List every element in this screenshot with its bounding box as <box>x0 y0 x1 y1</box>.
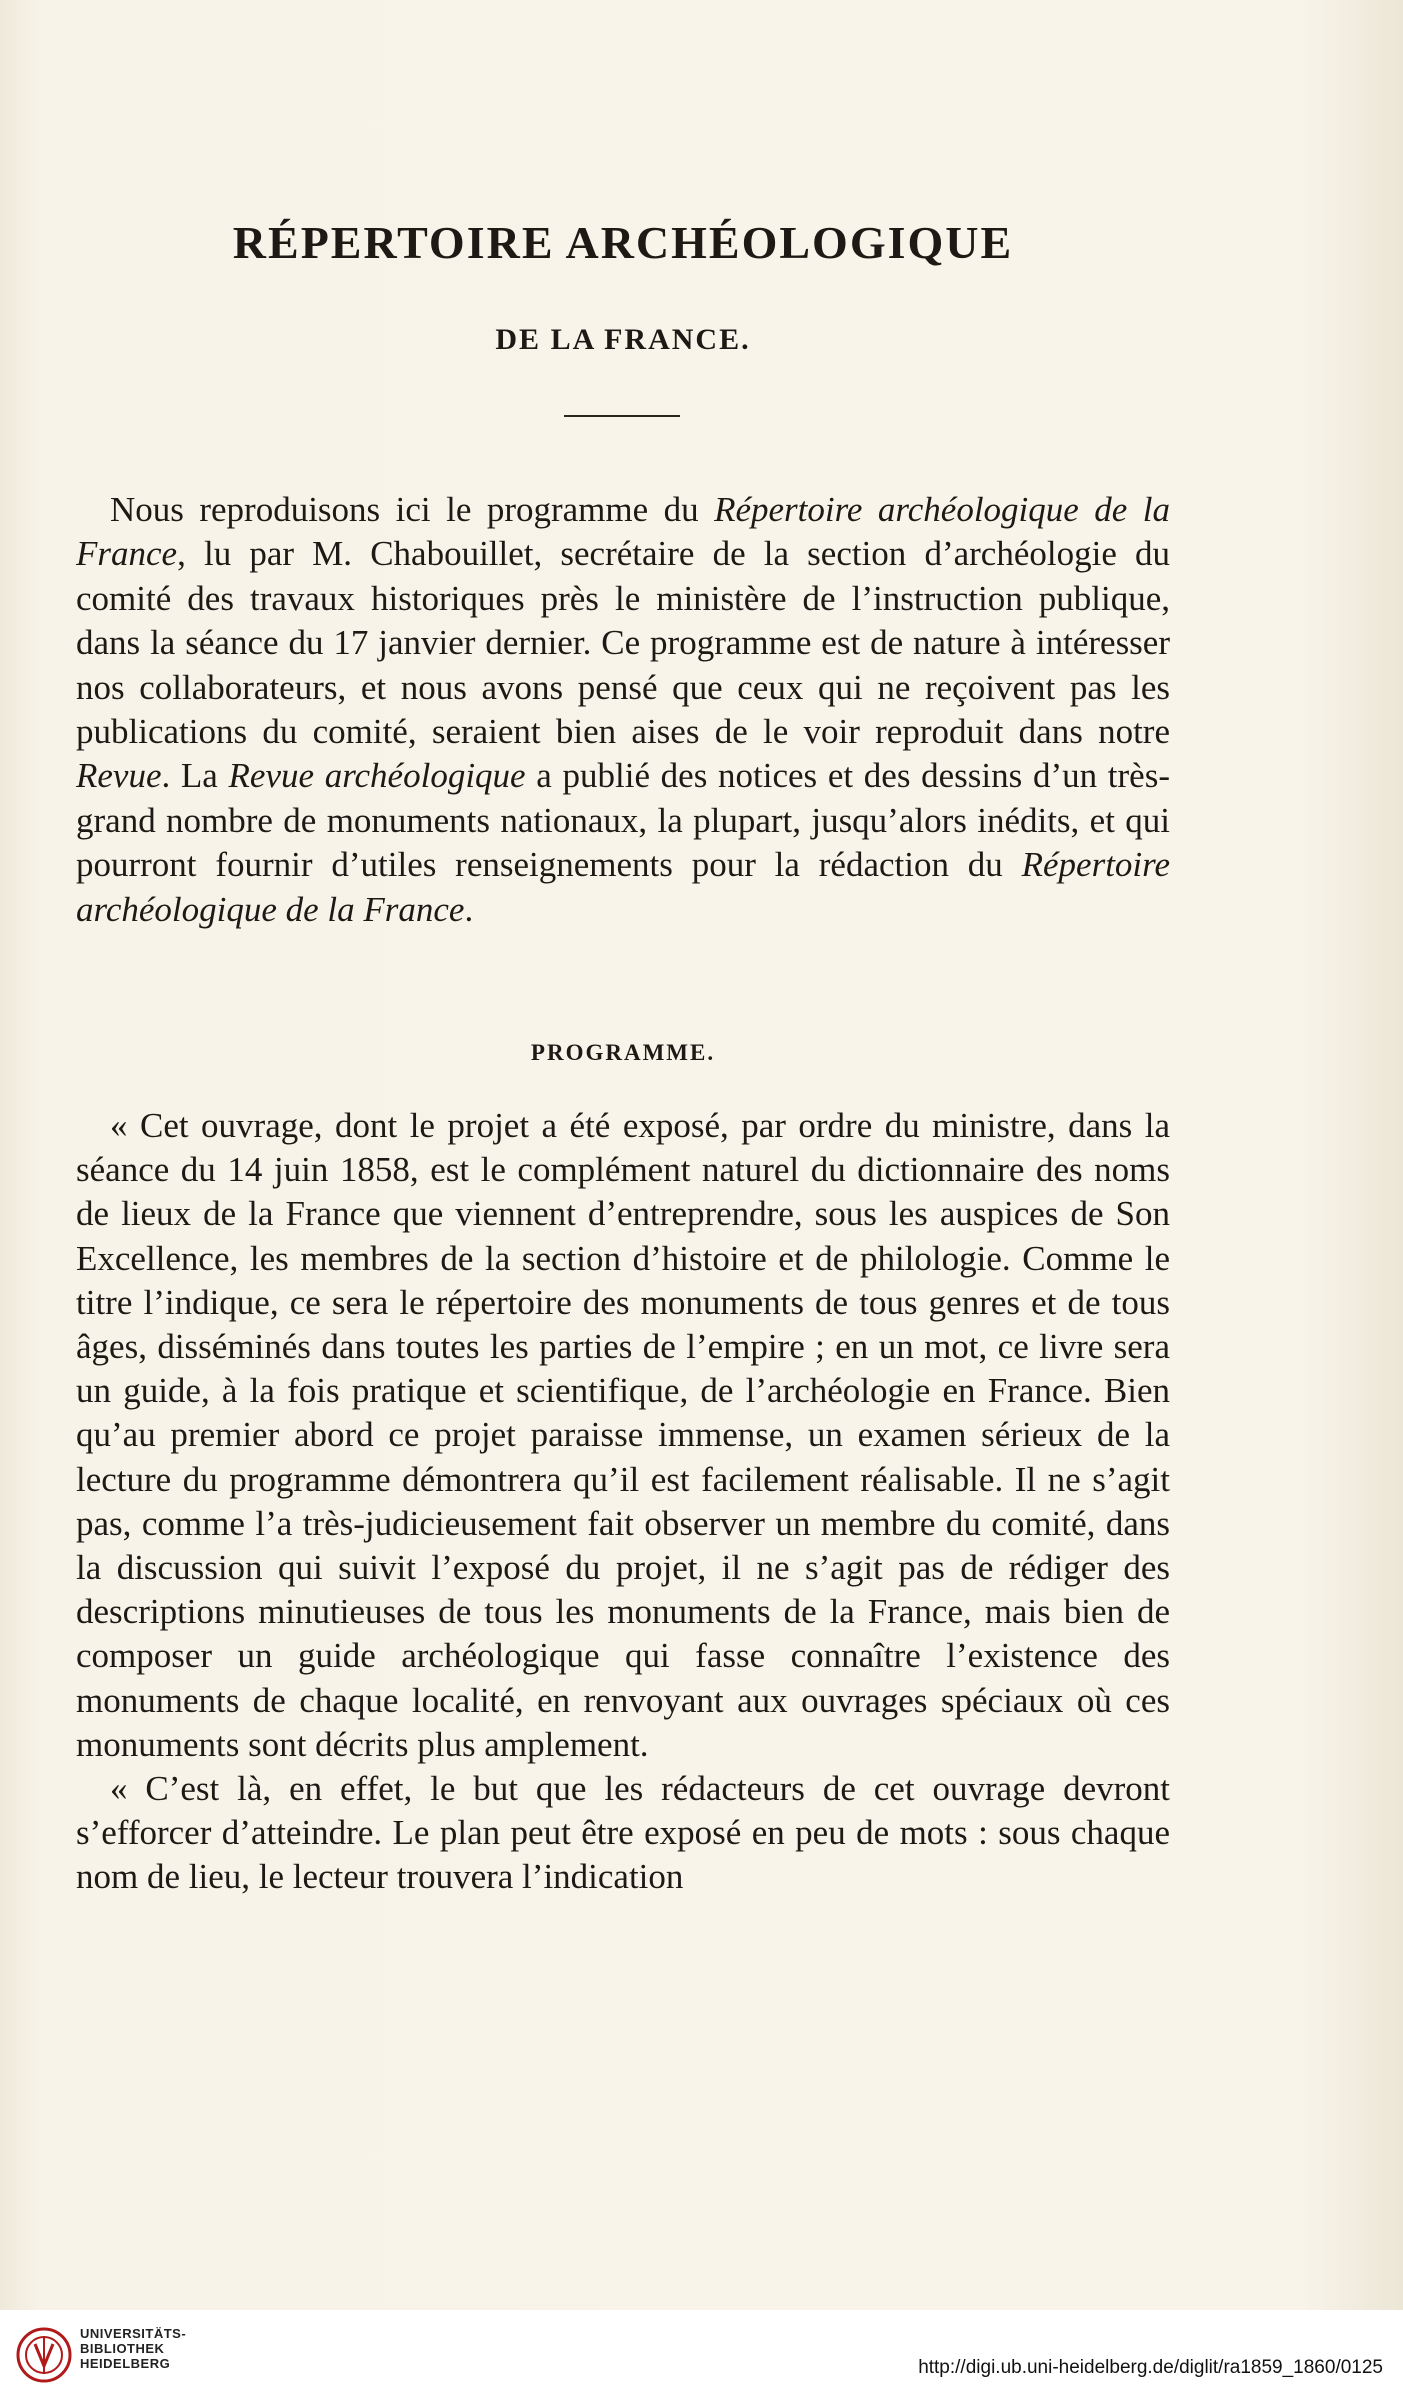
intro-text-5: . <box>464 889 474 929</box>
intro-italic-2: Revue <box>76 756 162 796</box>
intro-italic-1: Répertoire archéologique de la France <box>76 490 1171 574</box>
intro-italic-4: Répertoire archéologique de la France <box>76 845 1170 929</box>
logo-line: HEIDELBERG <box>80 2356 171 2371</box>
library-seal-icon <box>15 2318 73 2392</box>
page-title: RÉPERTOIRE ARCHÉOLOGIQUE <box>232 217 1014 268</box>
intro-text-1: Nous reproduisons ici le programme du <box>110 490 715 529</box>
programme-paragraph-2: « C’est là, en effet, le but que les rédacteurs de cet ouvrage devront s’efforcer d’atteindre. Le plan peut être exposé en peu de mots : sous chaque nom de lieu, le lecteur trouvera l’indication <box>76 1769 1170 1897</box>
intro-text-3: . La <box>161 756 229 796</box>
library-logo-text <box>80 2326 186 2371</box>
intro-paragraph <box>76 488 1170 932</box>
intro-text-4: a publié des notices et des dessins d’un très-grand nombre de monuments nationaux, la plupart, jusqu’alors inédits, et qui pourront fournir d’utiles renseignements pour la rédaction du <box>76 756 1170 885</box>
section-heading: PROGRAMME. <box>530 1040 716 1065</box>
programme-paragraph-1: « Cet ouvrage, dont le projet a été exposé, par ordre du ministre, dans la séance du 14 juin 1858, est le complément naturel du dictionnaire des noms de lieux de la France que viennent d’entreprendre, sous les auspices de Son Excellence, les membres de la section d’histoire et de philologie. Comme le titre l’indique, ce sera le répertoire des monuments de tous genres et de tous âges, disséminés dans toutes les parties de l’empire ; en un mot, ce livre sera un guide, à la fois pratique et scientifique, de l’archéologie en France. Bien qu’au premier abord ce projet paraisse immense, un examen sérieux de la lecture du programme démontrera qu’il est facilement réalisable. Il ne s’agit pas, comme l’a très-judicieusement fait observer un membre du comité, dans la discussion qui suivit l’exposé du projet, il ne s’agit pas de rédiger des descriptions minutieuses de tous les monuments de la France, mais bien de composer un guide archéologique qui fasse connaître l’existence des monuments de chaque localité, en renvoyant aux ouvrages spéciaux où ces monuments sont décrits plus amplement. <box>76 1106 1170 1764</box>
intro-italic-3: Revue archéologique <box>228 756 526 796</box>
logo-line: BIBLIOTHEK <box>80 2341 165 2356</box>
logo-line: UNIVERSITÄTS- <box>80 2326 187 2341</box>
source-url[interactable]: http://digi.ub.uni-heidelberg.de/diglit/ra1859_1860/0125 <box>918 2357 1383 2378</box>
intro-text-2: , lu par M. Chabouillet, secrétaire de la section d’archéologie du comité des travaux historiques près le ministère de l’instruction publique, dans la séance du 17 janvier dernier. Ce programme est de nature à intéresser nos collaborateurs, et nous avons pensé que ceux qui ne reçoivent pas les publications du comité, seraient bien aises de le voir reproduit dans notre <box>76 534 1170 752</box>
programme-body <box>76 1104 1170 1900</box>
page-subtitle: DE LA FRANCE. <box>495 323 751 356</box>
title-divider <box>564 415 680 417</box>
